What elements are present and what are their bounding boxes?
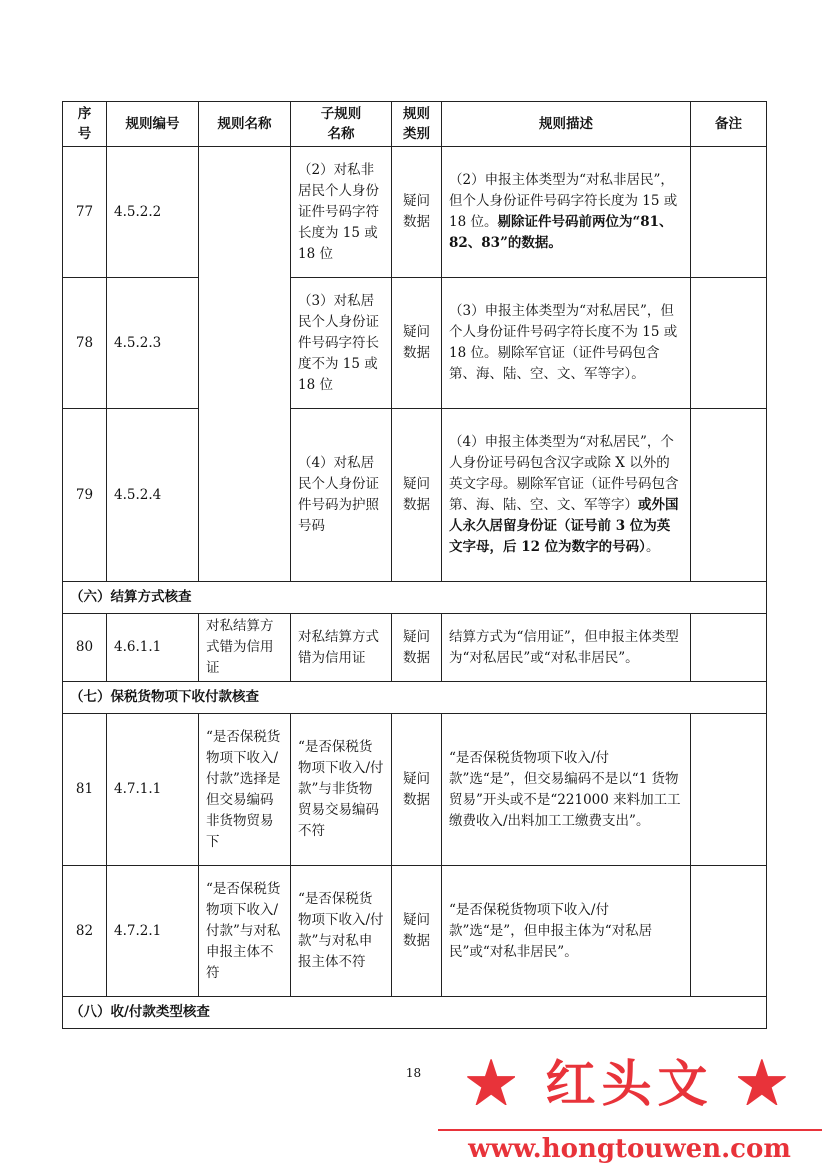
row-subname: 对私结算方式错为信用证	[291, 614, 392, 682]
watermark-logo	[432, 1044, 827, 1170]
row-index: 78	[63, 278, 107, 409]
header-index: 序 号	[63, 102, 107, 147]
table-row	[63, 714, 767, 866]
row-name: “是否保税货物项下收入/付款”与对私申报主体不符	[199, 866, 291, 997]
row-type: 疑问 数据	[392, 714, 442, 866]
row-subname: （3）对私居民个人身份证件号码字符长度不为 15 或 18 位	[291, 278, 392, 409]
header-rule-code: 规则编号	[107, 102, 199, 147]
row-name: “是否保税货物项下收入/付款”选择是但交易编码非货物贸易下	[199, 714, 291, 866]
row-desc	[442, 278, 691, 409]
desc-tail-text: 。	[645, 539, 660, 555]
row-type: 疑问 数据	[392, 614, 442, 682]
row-index: 82	[63, 866, 107, 997]
row-name-merged	[199, 147, 291, 582]
desc-text: （4）申报主体类型为“对私居民”，个人身份证号码包含汉字或除 X 以外的英文字母。剔除军官证（证件号码包含第、海、陆、空、文、军等字）	[449, 434, 679, 513]
section-row	[63, 582, 767, 614]
watermark-divider	[438, 1129, 822, 1131]
watermark-url: www.hongtouwen.com	[468, 1134, 791, 1164]
page-number: 18	[405, 1066, 422, 1080]
row-note	[691, 714, 767, 866]
row-name: 对私结算方式错为信用证	[199, 614, 291, 682]
table-row	[63, 409, 767, 582]
row-note	[691, 409, 767, 582]
row-code: 4.7.2.1	[107, 866, 199, 997]
table-row	[63, 147, 767, 278]
rules-table	[62, 101, 767, 1029]
row-desc: “是否保税货物项下收入/付款”选“是”，但交易编码不是以“1 货物贸易”开头或不是“221000 来料加工工缴费收入/出料加工工缴费支出”。	[442, 714, 691, 866]
row-type: 疑问 数据	[392, 147, 442, 278]
section-row	[63, 997, 767, 1029]
desc-text: （3）申报主体类型为“对私居民”，但个人身份证件号码字符长度不为 15 或 18 位。剔除军官证（证件号码包含第、海、陆、空、文、军等字）。	[449, 303, 678, 382]
row-subname: （2）对私非居民个人身份证件号码字符长度为 15 或 18 位	[291, 147, 392, 278]
row-desc: “是否保税货物项下收入/付款”选“是”，但申报主体为“对私居民”或“对私非居民”。	[442, 866, 691, 997]
row-index: 79	[63, 409, 107, 582]
header-rule-desc: 规则描述	[442, 102, 691, 147]
header-rule-type: 规则 类别	[392, 102, 442, 147]
row-type: 疑问 数据	[392, 278, 442, 409]
section-title: （八）收/付款类型核查	[63, 997, 767, 1029]
row-subname: （4）对私居民个人身份证件号码为护照号码	[291, 409, 392, 582]
section-title: （七）保税货物项下收付款核查	[63, 682, 767, 714]
row-type: 疑问 数据	[392, 409, 442, 582]
row-index: 77	[63, 147, 107, 278]
table-row	[63, 614, 767, 682]
row-code: 4.5.2.4	[107, 409, 199, 582]
section-row	[63, 682, 767, 714]
row-note	[691, 147, 767, 278]
row-subname: “是否保税货物项下收入/付款”与非货物贸易交易编码不符	[291, 714, 392, 866]
desc-text: （2）申报主体类型为“对私非居民”，但个人身份证件号码字符长度为 15 或 18 位。	[449, 172, 678, 230]
section-title: （六）结算方式核查	[63, 582, 767, 614]
row-index: 80	[63, 614, 107, 682]
row-code: 4.7.1.1	[107, 714, 199, 866]
row-note	[691, 614, 767, 682]
row-code: 4.6.1.1	[107, 614, 199, 682]
row-note	[691, 866, 767, 997]
row-code: 4.5.2.3	[107, 278, 199, 409]
row-desc	[442, 147, 691, 278]
header-subrule-name: 子规则 名称	[291, 102, 392, 147]
row-code: 4.5.2.2	[107, 147, 199, 278]
table-row	[63, 866, 767, 997]
row-desc	[442, 409, 691, 582]
row-desc: 结算方式为“信用证”，但申报主体类型为“对私居民”或“对私非居民”。	[442, 614, 691, 682]
watermark-title: ★ 红头文 ★	[466, 1054, 793, 1113]
table-header-row	[63, 102, 767, 147]
header-note: 备注	[691, 102, 767, 147]
row-subname: “是否保税货物项下收入/付款”与对私申报主体不符	[291, 866, 392, 997]
row-note	[691, 278, 767, 409]
row-type: 疑问 数据	[392, 866, 442, 997]
table-row	[63, 278, 767, 409]
row-index: 81	[63, 714, 107, 866]
desc-bold-text: 或外国人永久居留身份证（证号前 3 位为英文字母，后 12 位为数字的号码）	[449, 497, 679, 555]
header-rule-name: 规则名称	[199, 102, 291, 147]
desc-bold-text: 剔除证件号码前两位为“81、82、83”的数据。	[449, 214, 673, 251]
